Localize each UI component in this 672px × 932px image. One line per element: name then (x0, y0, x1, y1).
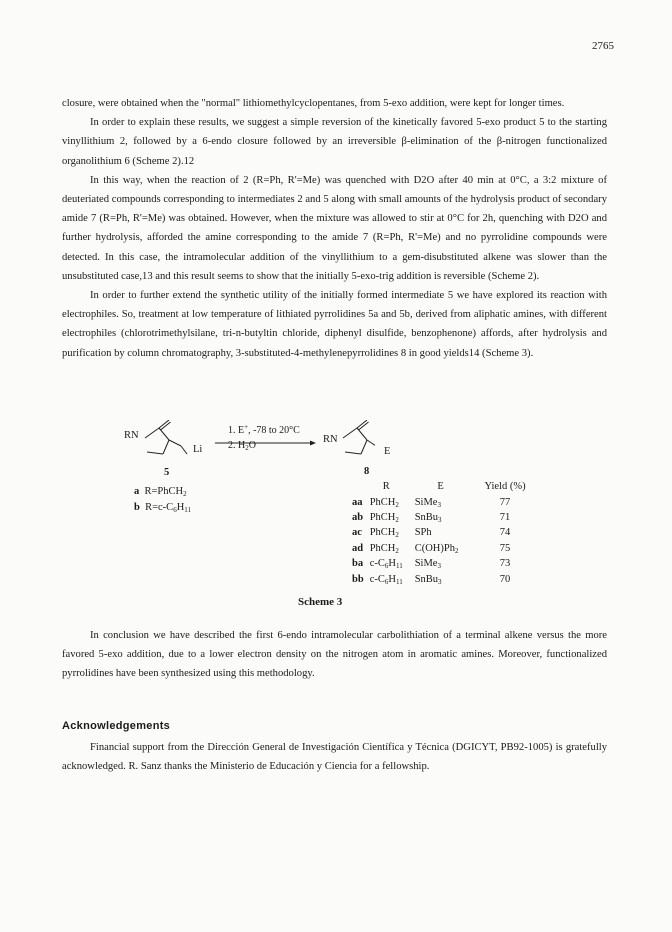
table-row (352, 510, 532, 525)
row-yield: 71 (499, 511, 511, 523)
acknowledgements-block (62, 738, 607, 776)
row-e: SnBu$_3$ (414, 511, 442, 524)
row-e: SnBu$_3$ (414, 573, 442, 586)
row-code: ac (352, 527, 362, 539)
table-row (352, 556, 532, 571)
row-yield: 77 (499, 496, 511, 508)
paragraph-closure: closure, were obtained when the "normal" lithiomethylcyclopentanes, from 5-exo addition, were kept for longer times. (62, 98, 565, 109)
pyrrolidine-8-structure (343, 420, 375, 454)
row-r: $c-C_6H_{11}$ (369, 573, 403, 586)
product-rn-label: RN (323, 434, 338, 445)
page-number: 2765 (592, 40, 614, 52)
row-yield: 75 (499, 542, 511, 554)
pyrrolidine-5-structure (145, 420, 187, 454)
row-e: $C(OH)Ph_2$ (414, 542, 459, 555)
paragraph-conclusion: In conclusion we have described the first 6-endo intramolecular carbolithiation of a terminal alkene versus the more favored 5-exo addition, due to a lower electron density on the nitrogen atom in aromatic amines. Moreover, functionalized pyrrolidines have been synthesized using this methodology. (62, 630, 607, 680)
row-e: SiMe$_3$ (414, 496, 441, 509)
row-yield: 74 (499, 527, 511, 539)
paragraph-this-way: In this way, when the reaction of 2 (R=Ph, R'=Me) was quenched with D2O after 40 min at 0°C, a 3:2 mixture of deuteriated compounds corresponding to intermediates 2 and 5 along with small amounts of the hydrolysis product of secondary amide 7 (R=Ph, R'=Me) was obtained. However, when the mixture was allowed to stir at 0°C for 2h, quenching with D2O and further hydrolysis, afforded the amine corresponding to the amide 7 (R=Ph, R'=Me) and no pyrrolidine compounds were detected. In this case, the intramolecular addition of the vinyllithium to a gem-disubstituted alkene was slower than the unsubstituted case,13 and this result seems to show that the initially 5-exo-trig addition is reversible (Scheme 2). (62, 174, 607, 282)
row-r: $c-C_6H_{11}$ (369, 558, 403, 571)
compound-number-5: 5 (164, 467, 170, 478)
row-code: ad (352, 542, 364, 554)
row-r: PhCH$_2$ (369, 527, 399, 540)
paragraph-further: In order to further extend the synthetic utility of the initially formed intermediate 5 we have explored its reaction with electrophiles. So, treatment at low temperature of lithiated pyrrolidines 5a and 5b, derived from aliphatic amines, with different electrophiles (chlorotrimethylsilane, tri-n-butyltin chloride, diphenyl disulfide, benzophenone) affords, after hydrolysis and purification by column chromatography, 3-substituted-4-methylenepyrrolidines 8 in good yields14 (Scheme 3). (62, 290, 607, 359)
row-e: SPh (414, 527, 432, 539)
row-r: PhCH$_2$ (369, 496, 399, 509)
reagent-step-2: 2. $H_2O$ (228, 440, 256, 452)
row-code: aa (352, 496, 363, 508)
reagent-step-1: 1. E+, -78 to 20°C (228, 423, 300, 436)
body-text (62, 94, 607, 363)
table-row (352, 525, 532, 540)
yield-table-header (352, 479, 532, 494)
row-r: PhCH$_2$ (369, 542, 399, 555)
row-code: ab (352, 511, 364, 523)
row-yield: 70 (499, 573, 511, 585)
variant-b: b $R=c-C_6H_{11}$ (134, 502, 192, 514)
row-code: ba (352, 558, 364, 570)
compound-number-8: 8 (364, 466, 370, 477)
header-e: E (437, 481, 444, 493)
conclusion-block (62, 626, 607, 684)
variant-a: a R=PhCH$_2$ (134, 486, 187, 498)
product-e-label: E (384, 446, 391, 457)
row-r: PhCH$_2$ (369, 511, 399, 524)
row-code: bb (352, 573, 364, 585)
acknowledgements-heading: Acknowledgements (62, 720, 171, 732)
arrow-head (310, 441, 316, 446)
start-rn-label: RN (124, 430, 139, 441)
header-r: R (382, 481, 390, 493)
scheme-caption: Scheme 3 (298, 596, 343, 608)
table-row (352, 494, 532, 509)
row-e: SiMe$_3$ (414, 558, 441, 571)
row-yield: 73 (499, 558, 511, 570)
start-li-label: Li (193, 444, 203, 455)
table-row (352, 571, 532, 586)
paragraph-explain: In order to explain these results, we suggest a simple reversion of the kinetically favored 5-exo product 5 to the starting vinyllithium 2, followed by a 6-endo closure followed by an irreversible β-elimination of the β-nitrogen functionalized organolithium 6 (Scheme 2).12 (62, 117, 607, 167)
acknowledgements-text: Financial support from the Dirección General de Investigación Científica y Técnica (DGICYT, PB92-1005) is gratefully acknowledged. R. Sanz thanks the Ministerio de Educación y Ciencia for a fellowship. (62, 742, 607, 773)
header-yield: Yield (%) (484, 481, 526, 493)
yield-table (352, 479, 532, 587)
table-row (352, 541, 532, 556)
